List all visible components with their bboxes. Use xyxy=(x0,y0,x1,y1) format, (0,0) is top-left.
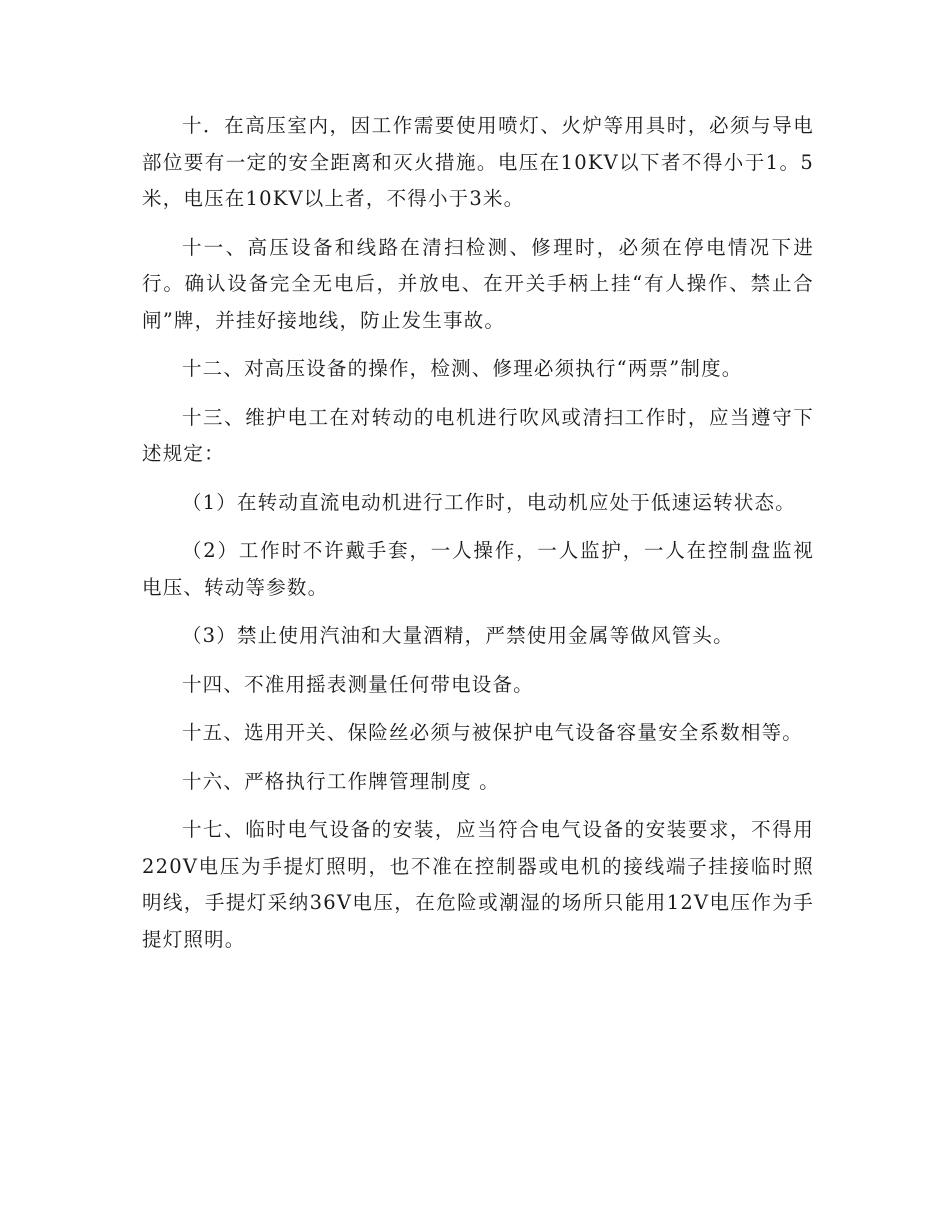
paragraph-subitem-1: （1）在转动直流电动机进行工作时，电动机应处于低速运转状态。 xyxy=(181,490,796,514)
paragraph-item-16: 十六、严格执行工作牌管理制度 。 xyxy=(181,769,500,793)
paragraph-item-17: 十七、临时电气设备的安装，应当符合电气设备的安装要求，不得用220V电压为手提灯照明，也不准在控制器或电机的接线端子挂接临时照明线，手提灯采纳36V电压，在危险或潮湿的场所只能用12V电压作为手提灯照明。 xyxy=(142,818,814,951)
paragraph-subitem-2: （2）工作时不许戴手套，一人操作，一人监护，一人在控制盘监视电压、转动等参数。 xyxy=(142,539,814,599)
paragraph-item-12: 十二、对高压设备的操作，检测、修理必须执行“两票”制度。 xyxy=(181,357,743,380)
paragraph-item-15: 十五、选用开关、保险丝必须与被保护电气设备容量安全系数相等。 xyxy=(181,721,803,744)
document-body xyxy=(142,108,814,970)
paragraph-subitem-3: （3）禁止使用汽油和大量酒精，严禁使用金属等做风管头。 xyxy=(181,624,734,647)
paragraph-item-11: 十一、高压设备和线路在清扫检测、修理时，必须在停电情况下进行。确认设备完全无电后，并放电、在开关手柄上挂“有人操作、禁止合闸”牌，并挂好接地线，防止发生事故。 xyxy=(142,235,814,332)
paragraph-item-14: 十四、不准用摇表测量任何带电设备。 xyxy=(181,672,534,696)
paragraph-item-10: 十．在高压室内，因工作需要使用喷灯、火炉等用具时，必须与导电部位要有一定的安全距离和灭火措施。电压在10KV以下者不得小于1。5米，电压在10KV以上者，不得小于3米。 xyxy=(142,114,814,210)
paragraph-item-13: 十三、维护电工在对转动的电机进行吹风或清扫工作时，应当遵守下述规定： xyxy=(142,405,814,465)
